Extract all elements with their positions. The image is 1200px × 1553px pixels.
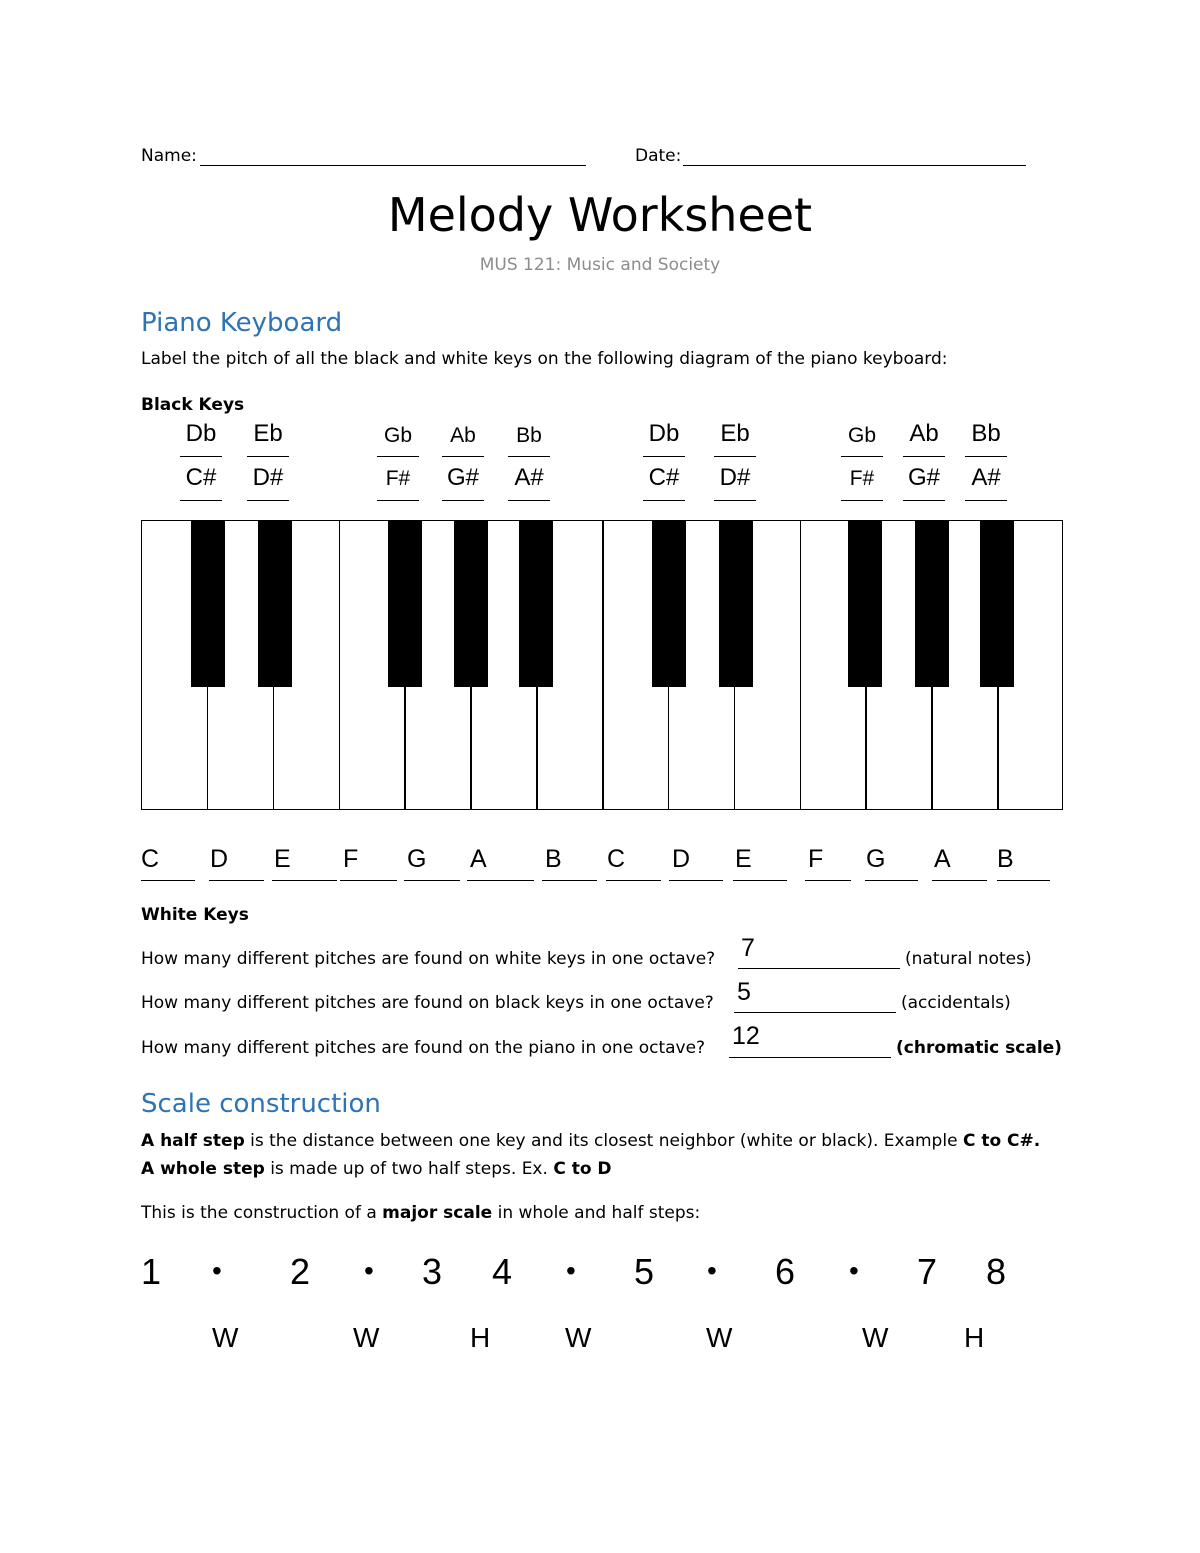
question-1-answer-line	[738, 968, 900, 969]
scale-dot: •	[212, 1255, 222, 1286]
scale-dot: •	[707, 1255, 717, 1286]
white-key-label-line	[805, 880, 851, 881]
black-key-sharp-label[interactable]: D#	[252, 464, 284, 491]
black-key-sharp-line	[643, 500, 685, 501]
scale-degree: 7	[917, 1251, 938, 1292]
white-keys-label: White Keys	[141, 905, 249, 925]
piano-keyboard-heading: Piano Keyboard	[141, 308, 343, 338]
question-2-answer[interactable]: 5	[737, 978, 751, 1006]
black-key-sharp-line	[903, 500, 945, 501]
scale-degree: 8	[986, 1251, 1007, 1292]
black-key-sharp-label[interactable]: G#	[907, 464, 940, 491]
black-key-flat-label[interactable]: Gb	[383, 424, 412, 447]
black-key-flat-label[interactable]: Gb	[847, 424, 876, 447]
black-key-sharp-line	[442, 500, 484, 501]
black-key[interactable]	[191, 521, 225, 687]
black-key-flat-line	[714, 456, 756, 457]
question-1-note: (natural notes)	[905, 949, 1032, 969]
black-key-sharp-line	[841, 500, 883, 501]
black-key-sharp-label[interactable]: F#	[385, 467, 411, 490]
major-scale-intro	[141, 1203, 700, 1223]
black-key[interactable]	[519, 521, 553, 687]
black-key-sharp-label[interactable]: C#	[185, 464, 217, 491]
whole-step-example: C to D	[553, 1159, 612, 1179]
white-key-label[interactable]: A	[934, 845, 951, 873]
scale-construction-heading: Scale construction	[141, 1089, 381, 1119]
piano-keyboard	[141, 520, 1063, 810]
white-key-label-line	[997, 880, 1050, 881]
scale-degree: 3	[422, 1251, 443, 1292]
scale-step-label: H	[470, 1322, 491, 1353]
white-key-label[interactable]: C	[607, 845, 626, 873]
half-step-term: half step	[160, 1131, 245, 1151]
black-key-sharp-line	[714, 500, 756, 501]
black-key-flat-line	[442, 456, 484, 457]
black-key-flat-line	[841, 456, 883, 457]
white-key-label-line	[865, 880, 918, 881]
major-scale-intro-c: in whole and half steps:	[492, 1203, 701, 1223]
black-key-sharp-label[interactable]: G#	[446, 464, 479, 491]
black-keys-label: Black Keys	[141, 395, 245, 415]
white-key-divider	[339, 521, 341, 809]
black-key-sharp-label[interactable]: A#	[514, 464, 544, 491]
question-3-answer[interactable]: 12	[732, 1022, 760, 1050]
black-key[interactable]	[980, 521, 1014, 687]
black-key-flat-line	[180, 456, 222, 457]
white-key-label[interactable]: A	[470, 845, 487, 873]
scale-degree: 6	[775, 1251, 796, 1292]
white-key-label[interactable]: D	[672, 845, 691, 873]
scale-step-label: W	[862, 1322, 889, 1353]
black-key-flat-label[interactable]: Bb	[971, 420, 1001, 447]
half-step-text: is the distance between one key and its closest neighbor (white or black). Example	[244, 1131, 963, 1151]
black-key-flat-label[interactable]: Eb	[720, 420, 750, 447]
white-key-label[interactable]: G	[407, 845, 427, 873]
black-key-sharp-line	[247, 500, 289, 501]
question-1-answer[interactable]: 7	[741, 934, 755, 962]
white-key-divider	[602, 521, 604, 809]
scale-degree: 1	[141, 1251, 162, 1292]
black-key-flat-label[interactable]: Db	[648, 420, 680, 447]
scale-step-label: H	[964, 1322, 985, 1353]
white-key-label[interactable]: B	[545, 845, 562, 873]
question-3-text: How many different pitches are found on the piano in one octave?	[141, 1038, 706, 1058]
black-key-sharp-line	[508, 500, 550, 501]
black-key[interactable]	[652, 521, 686, 687]
black-key[interactable]	[719, 521, 753, 687]
black-key-flat-label[interactable]: Bb	[516, 424, 542, 447]
white-key-label-line	[404, 880, 460, 881]
black-key-flat-line	[508, 456, 550, 457]
whole-step-term: whole step	[160, 1159, 265, 1179]
black-key-sharp-line	[965, 500, 1007, 501]
white-key-label-line	[272, 880, 337, 881]
black-key-flat-label[interactable]: Eb	[253, 420, 283, 447]
scale-step-label: W	[706, 1322, 733, 1353]
question-3-note: (chromatic scale)	[896, 1038, 1062, 1058]
question-3-answer-line	[729, 1057, 891, 1058]
piano-instruction: Label the pitch of all the black and white keys on the following diagram of the piano keyboard:	[141, 349, 948, 369]
white-key-divider	[800, 521, 802, 809]
black-key-sharp-label[interactable]: D#	[719, 464, 751, 491]
black-key-flat-line	[377, 456, 419, 457]
scale-step-label: W	[353, 1322, 380, 1353]
black-key-flat-line	[247, 456, 289, 457]
whole-step-definition	[141, 1159, 612, 1179]
question-2-text: How many different pitches are found on black keys in one octave?	[141, 993, 714, 1013]
white-key-label-line	[932, 880, 987, 881]
white-key-label-line	[141, 880, 195, 881]
question-1-text: How many different pitches are found on white keys in one octave?	[141, 949, 716, 969]
black-key[interactable]	[388, 521, 422, 687]
half-step-definition	[141, 1131, 1040, 1151]
scale-dot: •	[849, 1255, 859, 1286]
black-key-sharp-label[interactable]: F#	[849, 467, 875, 490]
date-field-line[interactable]	[683, 165, 1026, 166]
half-step-example: C to C#.	[962, 1131, 1041, 1151]
page-title: Melody Worksheet	[387, 188, 813, 242]
white-key-label[interactable]: B	[997, 845, 1014, 873]
black-key[interactable]	[454, 521, 488, 687]
white-key-label[interactable]: E	[274, 845, 291, 873]
black-key-flat-label[interactable]: Ab	[450, 424, 476, 447]
black-key-sharp-label[interactable]: C#	[648, 464, 680, 491]
black-key-sharp-label[interactable]: A#	[971, 464, 1001, 491]
major-scale-term: major scale	[382, 1203, 493, 1223]
white-key-label[interactable]: G	[866, 845, 886, 873]
black-key[interactable]	[915, 521, 949, 687]
name-label: Name:	[141, 146, 197, 166]
black-key-flat-line	[643, 456, 685, 457]
black-key-sharp-line	[180, 500, 222, 501]
scale-degree: 5	[634, 1251, 655, 1292]
question-2-answer-line	[734, 1012, 896, 1013]
black-key-flat-label[interactable]: Db	[185, 420, 217, 447]
major-scale-intro-a: This is the construction of a	[141, 1203, 383, 1223]
question-2-note: (accidentals)	[901, 993, 1011, 1013]
white-key-label[interactable]: D	[210, 845, 229, 873]
white-key-label-line	[669, 880, 723, 881]
white-key-label-line	[606, 880, 661, 881]
white-key-label-line	[209, 880, 264, 881]
date-label: Date:	[635, 146, 682, 166]
black-key-sharp-line	[377, 500, 419, 501]
black-key[interactable]	[848, 521, 882, 687]
whole-step-text: is made up of two half steps. Ex.	[264, 1159, 554, 1179]
scale-degree: 2	[290, 1251, 311, 1292]
white-key-label-line	[467, 880, 534, 881]
scale-dot: •	[566, 1255, 576, 1286]
whole-step-a: A	[141, 1159, 161, 1179]
scale-step-label: W	[212, 1322, 239, 1353]
half-step-a: A	[141, 1131, 161, 1151]
black-key-flat-line	[903, 456, 945, 457]
page-subtitle: MUS 121: Music and Society	[479, 255, 721, 275]
white-key-label-line	[340, 880, 397, 881]
white-key-label[interactable]: F	[343, 845, 359, 873]
white-key-label[interactable]: E	[735, 845, 752, 873]
scale-degree: 4	[492, 1251, 513, 1292]
name-field-line[interactable]	[200, 165, 586, 166]
black-key-flat-label[interactable]: Ab	[909, 420, 939, 447]
white-key-label-line	[542, 880, 597, 881]
black-key-flat-line	[965, 456, 1007, 457]
scale-step-label: W	[565, 1322, 592, 1353]
white-key-label[interactable]: F	[808, 845, 824, 873]
black-key[interactable]	[258, 521, 292, 687]
scale-dot: •	[364, 1255, 374, 1286]
white-key-label-line	[733, 880, 787, 881]
white-key-label[interactable]: C	[141, 845, 160, 873]
